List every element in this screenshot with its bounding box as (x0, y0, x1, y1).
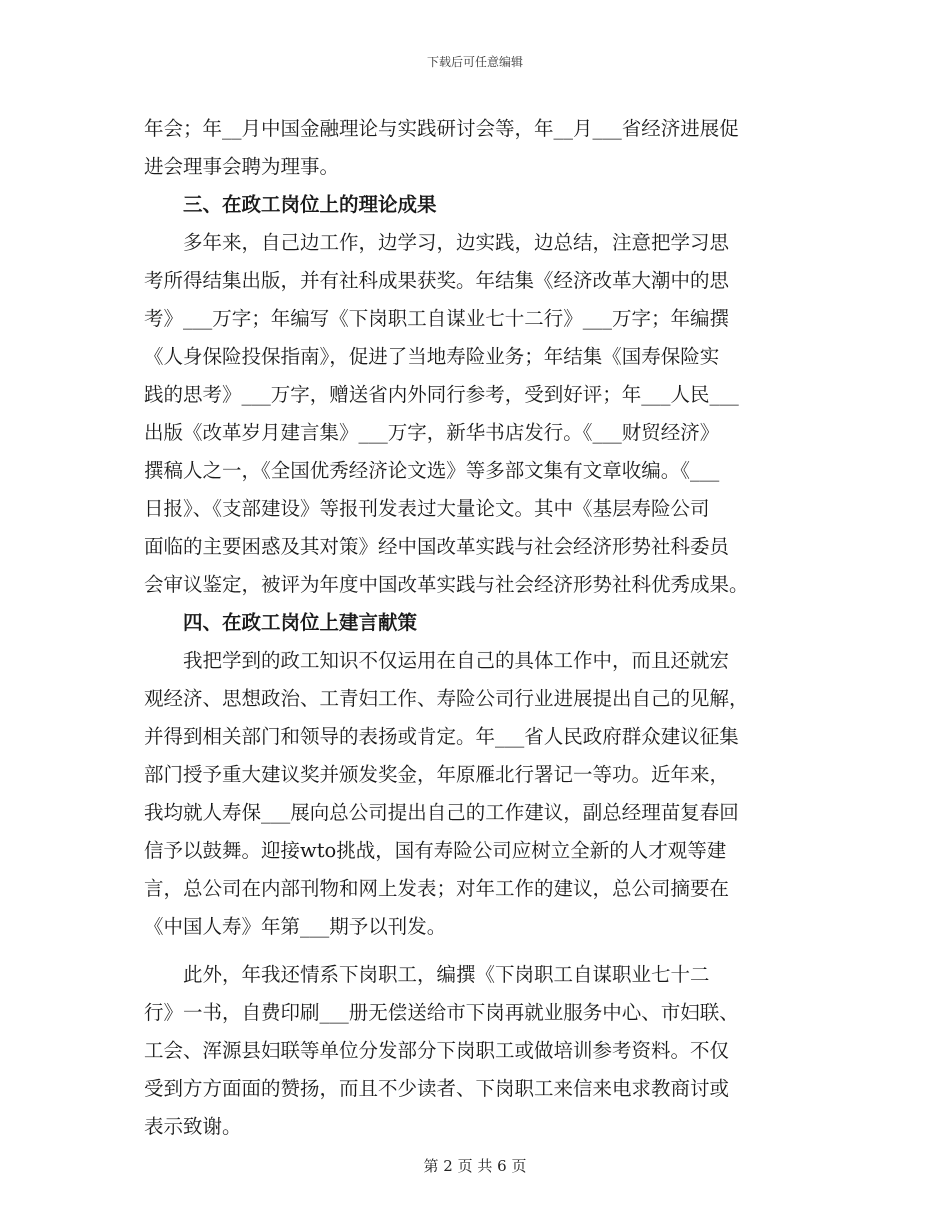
text-line: 会审议鉴定，被评为年度中国改革实践与社会经济形势社科优秀成果。 (144, 573, 749, 596)
text-line: 受到方方面面的赞扬，而且不少读者、下岗职工来信来电求教商讨或 (144, 1077, 730, 1100)
text-line: 考》___万字；年编写《下岗职工自谋业七十二行》___万字；年编撰 (144, 307, 730, 330)
text-line: 观经济、思想政治、工青妇工作、寿险公司行业进展提出自己的见解， (144, 687, 749, 710)
text-line: 《人身保险投保指南》，促进了当地寿险业务；年结集《国寿保险实 (144, 345, 720, 368)
text-line: 言，总公司在内部刊物和网上发表；对年工作的建议，总公司摘要在 (144, 877, 730, 900)
text-line: 考所得结集出版，并有社科成果获奖。年结集《经济改革大潮中的思 (144, 269, 730, 292)
text-line: 年会；年__月中国金融理论与实践研讨会等，年__月___省经济进展促 (144, 117, 739, 140)
text-line: 工会、浑源县妇联等单位分发部分下岗职工或做培训参考资料。不仅 (144, 1039, 730, 1062)
page-footer: 第 2 页 共 6 页 (423, 1157, 527, 1175)
text-line: 撰稿人之一，《全国优秀经济论文选》等多部文集有文章收编。《___ (144, 459, 720, 482)
text-line: 行》一书，自费印刷___册无偿送给市下岗再就业服务中心、市妇联、 (144, 1001, 739, 1024)
text-line: 《中国人寿》年第___期予以刊发。 (144, 915, 447, 938)
text-line: 表示致谢。 (144, 1115, 242, 1138)
section-heading: 三、在政工岗位上的理论成果 (183, 193, 437, 216)
text-line: 践的思考》___万字，赠送省内外同行参考，受到好评；年___人民___ (144, 383, 739, 406)
text-line: 面临的主要困惑及其对策》经中国改革实践与社会经济形势社科委员 (144, 535, 730, 558)
text-line: 多年来，自己边工作，边学习，边实践，边总结，注意把学习思 (183, 231, 730, 254)
page-header: 下载后可任意编辑 (426, 55, 523, 69)
text-line: 并得到相关部门和领导的表扬或肯定。年___省人民政府群众建议征集 (144, 725, 739, 748)
text-line: 此外，年我还情系下岗职工，编撰《下岗职工自谋职业七十二 (183, 963, 710, 986)
text-line: 我均就人寿保___展向总公司提出自己的工作建议，副总经理苗复春回 (144, 801, 739, 824)
text-line: 信予以鼓舞。迎接wto挑战，国有寿险公司应树立全新的人才观等建 (144, 839, 727, 862)
text-line: 出版《改革岁月建言集》___万字，新华书店发行。《___财贸经济》 (144, 421, 720, 444)
text-line: 我把学到的政工知识不仅运用在自己的具体工作中，而且还就宏 (183, 649, 730, 672)
text-line: 日报》、《支部建设》等报刊发表过大量论文。其中《基层寿险公司 (144, 497, 710, 520)
text-line: 部门授予重大建议奖并颁发奖金，年原雁北行署记一等功。近年来， (144, 763, 730, 786)
paragraph-gap (144, 946, 810, 956)
text-line: 进会理事会聘为理事。 (144, 155, 340, 178)
document-body (144, 110, 810, 1146)
section-heading: 四、在政工岗位上建言献策 (183, 611, 418, 634)
